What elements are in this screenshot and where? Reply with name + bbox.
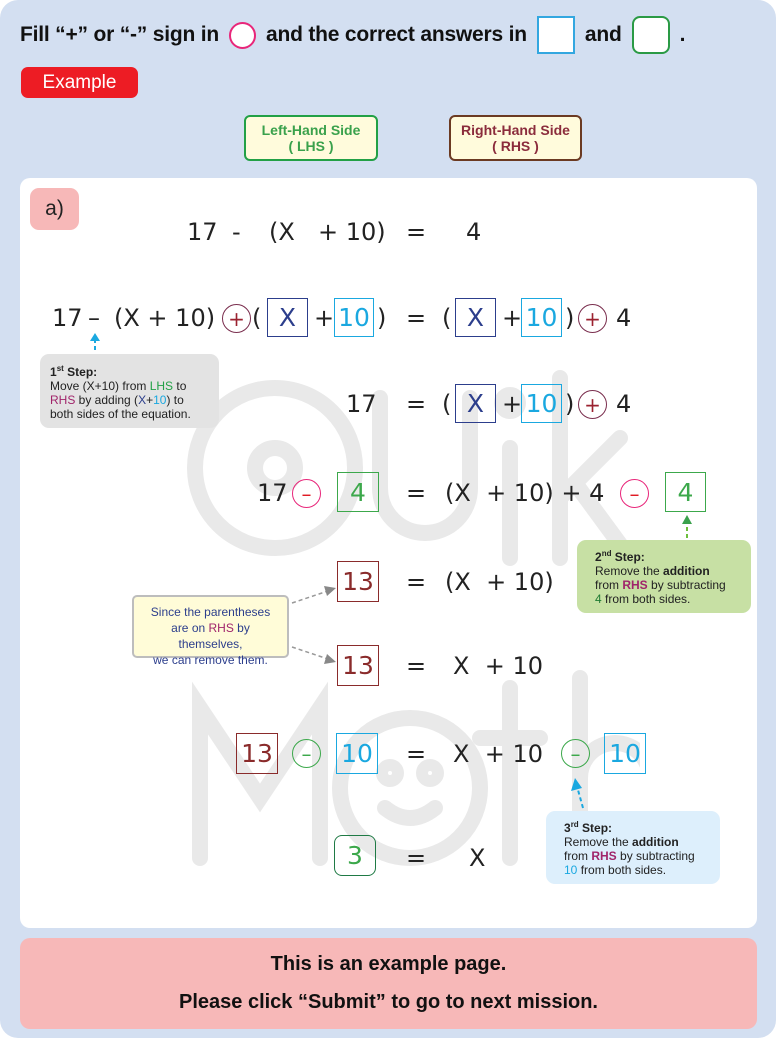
step1-r-open: ( [442, 304, 452, 332]
step1-r-close: ) [565, 304, 575, 332]
step1-note: 1st Step: Move (X+10) from LHS to RHS by adding (X+10) to both sides of the equation. [40, 354, 219, 428]
step2-17: 17 [257, 479, 288, 507]
step2-result-13-box[interactable]: 13 [337, 561, 379, 602]
rhs-label [449, 115, 582, 161]
step1-17: 17 [52, 304, 83, 332]
step3-arrow-icon [571, 778, 583, 808]
lhs-label-title: Left-Hand Side [261, 122, 361, 138]
parentheses-arrows-icon [292, 586, 336, 664]
example-card [20, 178, 757, 928]
eq-original-4: 4 [466, 218, 482, 246]
step1-result-x-box[interactable]: X [455, 384, 496, 423]
step1-result-open: ( [442, 390, 452, 418]
instruction-text: Fill “+” or “-” sign in [20, 23, 219, 46]
blue-square-icon [537, 16, 575, 54]
step2-sign-rhs[interactable]: – [620, 479, 649, 508]
footer-line-2: Please click “Submit” to go to next mission. [179, 991, 598, 1013]
step1-result-17: 17 [346, 390, 377, 418]
step3-note: 3rd Step: Remove the addition from RHS by subtracting 10 from both sides. [546, 811, 720, 884]
step3-rhs-10-box[interactable]: 10 [604, 733, 646, 774]
step2-sign-lhs[interactable]: – [292, 479, 321, 508]
step3-13-box[interactable]: 13 [236, 733, 278, 774]
step1-equals: = [406, 304, 427, 332]
step3-lhs-10-box[interactable]: 10 [336, 733, 378, 774]
step1-sign-rhs[interactable]: + [578, 304, 607, 333]
step3-sign-lhs[interactable]: – [292, 739, 321, 768]
rhs-label-abbr: ( RHS ) [492, 138, 539, 154]
step1-arrow-icon [90, 333, 100, 350]
eq-original-open-x: (X [269, 218, 295, 246]
step1-lhs-10-box[interactable]: 10 [334, 298, 374, 337]
example-badge: Example [21, 67, 138, 98]
step2-lhs-4-box[interactable]: 4 [337, 472, 379, 512]
eq-original-minus: - [232, 218, 241, 246]
step1-result-plus: + [502, 390, 523, 418]
answer-x: X [469, 844, 486, 872]
instruction-text: and [584, 23, 622, 46]
instruction-text: . [679, 23, 686, 46]
step1-rhs-x-box[interactable]: X [455, 298, 496, 337]
step2-rhs: (X + 10) + 4 [445, 479, 605, 507]
lhs-label [244, 115, 378, 161]
step1-result-4: 4 [616, 390, 632, 418]
instruction-text: and the correct answers in [266, 23, 527, 46]
eq-original-17: 17 [187, 218, 218, 246]
step2-arrow-icon [682, 515, 692, 538]
lhs-label-abbr: ( LHS ) [288, 138, 334, 154]
rhs-label-title: Right-Hand Side [461, 122, 570, 138]
step3-rhs: X + 10 [453, 740, 543, 768]
step2-equals: = [406, 479, 427, 507]
green-rounded-square-icon [632, 16, 670, 54]
step1-result-10-box[interactable]: 10 [521, 384, 562, 423]
footer-message [20, 938, 757, 1029]
step2-note: 2nd Step: Remove the addition from RHS by subtracting 4 from both sides. [577, 540, 751, 613]
answer-3-box[interactable]: 3 [334, 835, 376, 876]
step1-result-sign[interactable]: + [578, 390, 607, 419]
step1-close: ) [377, 304, 387, 332]
circle-icon [229, 22, 256, 49]
step1-group: (X + 10) [114, 304, 216, 332]
step1-4: 4 [616, 304, 632, 332]
paren-removed-equals: = [406, 652, 427, 680]
step1-lhs-x-box[interactable]: X [267, 298, 308, 337]
step3-sign-rhs[interactable]: – [561, 739, 590, 768]
paren-removed-rhs: X + 10 [453, 652, 543, 680]
footer-line-1: This is an example page. [270, 953, 507, 975]
step1-plus: + [314, 304, 335, 332]
answer-equals: = [406, 844, 427, 872]
eq-original-equals: = [406, 218, 427, 246]
step1-rhs-10-box[interactable]: 10 [521, 298, 562, 337]
instruction [20, 18, 685, 52]
step1-result-equals: = [406, 390, 427, 418]
parentheses-note: Since the parentheses are on RHS by themselves, we can remove them. [132, 595, 289, 658]
step1-minus: – [88, 304, 100, 332]
step3-equals: = [406, 740, 427, 768]
eq-original-plus10: + 10) [318, 218, 386, 246]
question-label: a) [30, 188, 79, 230]
step1-result-close: ) [565, 390, 575, 418]
paren-removed-13-box[interactable]: 13 [337, 645, 379, 686]
step1-r-plus: + [502, 304, 523, 332]
step1-sign-lhs[interactable]: + [222, 304, 251, 333]
step1-open: ( [252, 304, 262, 332]
step2-result-rhs: (X + 10) [445, 568, 554, 596]
step2-result-equals: = [406, 568, 427, 596]
step2-rhs-4-box[interactable]: 4 [665, 472, 706, 512]
